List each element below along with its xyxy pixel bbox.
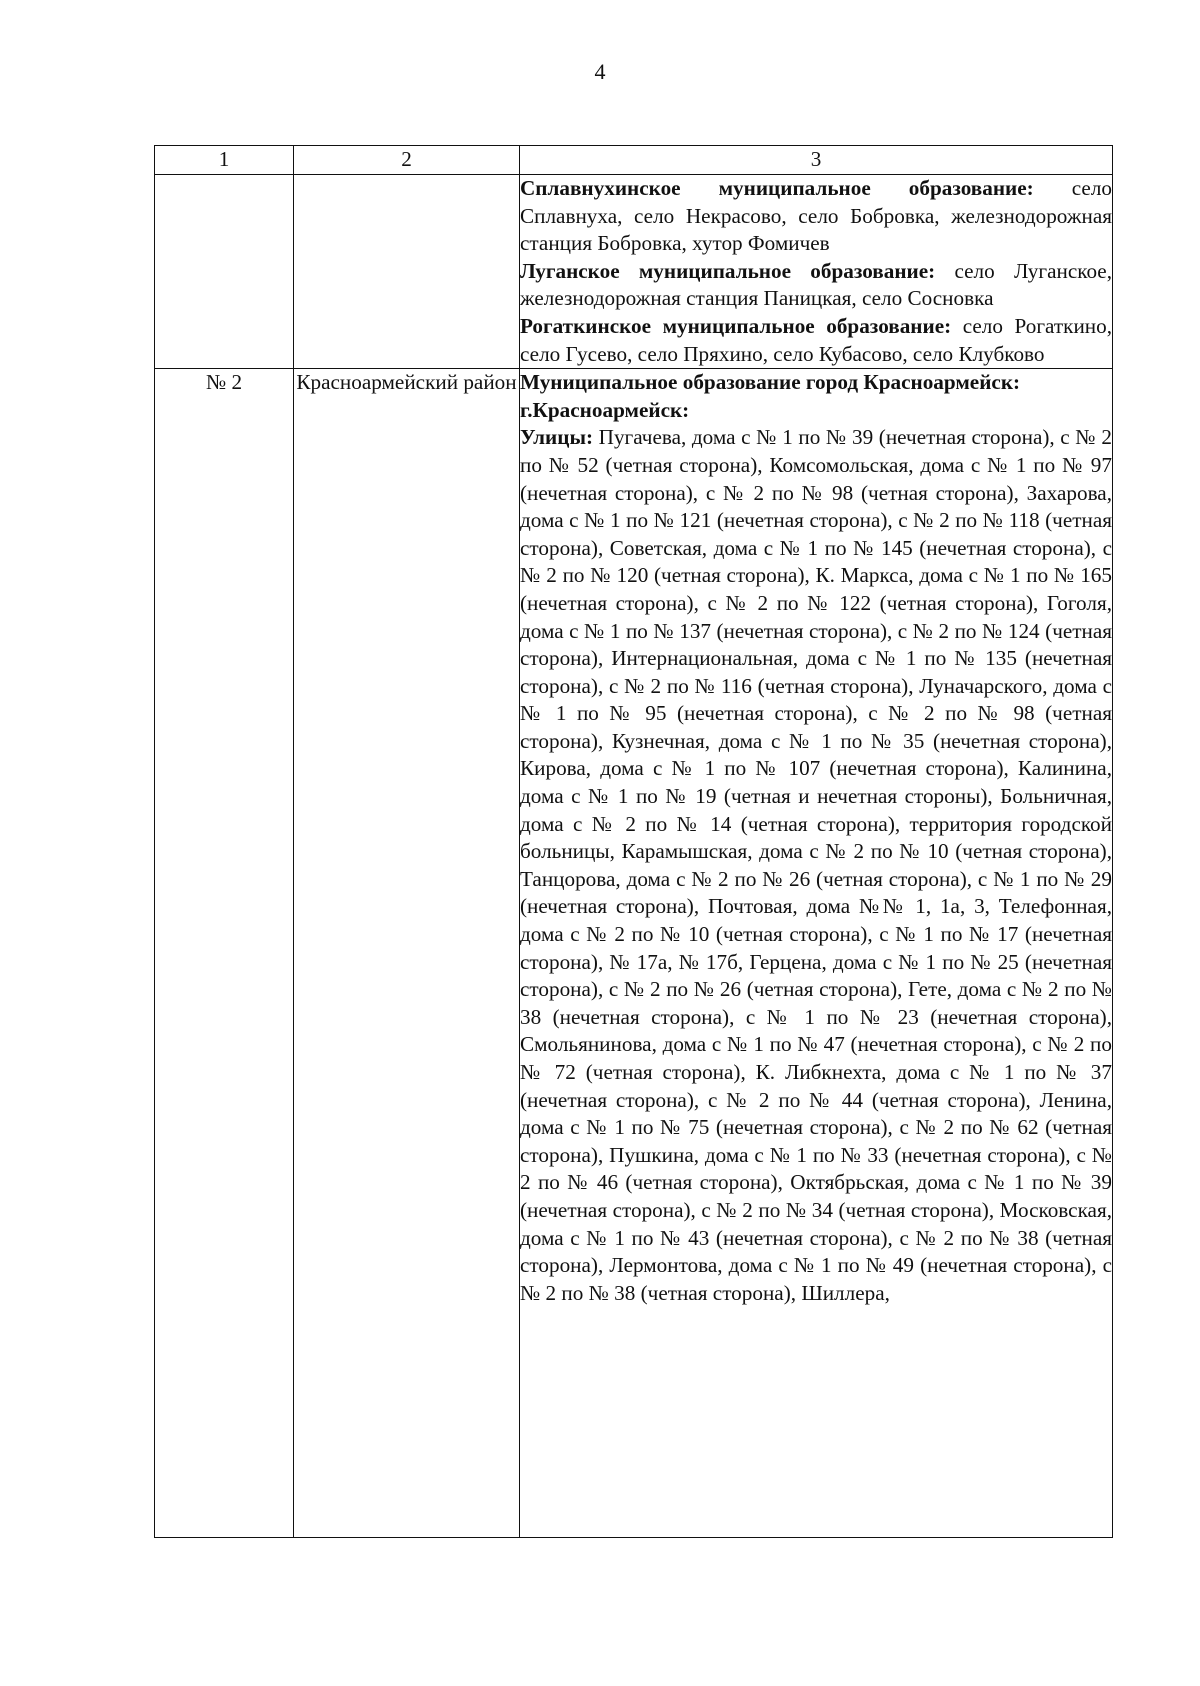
settlements-cell — [520, 369, 1113, 1538]
town-name: г.Красноармейск: — [520, 397, 690, 422]
header-col-number: 1 — [155, 146, 294, 175]
municipality-block — [520, 313, 1112, 368]
table-row — [155, 369, 1113, 1538]
municipality-settlements: село Рогаткино, село Гусево, село Пряхино, село Кубасово, село Клубково — [520, 313, 1113, 366]
municipality-settlements: село Луганское, железнодорожная станция Паницкая, село Сосновка — [520, 258, 1112, 311]
municipality-name: Луганское муниципальное образование: — [520, 258, 936, 283]
municipality-name: Сплавнухинское муниципальное образование: — [520, 176, 1034, 200]
table-header — [155, 146, 1113, 175]
row-number-cell — [155, 175, 294, 369]
municipality-name: Рогаткинское муниципальное образование: — [520, 313, 952, 338]
municipality-block — [520, 175, 1112, 258]
streets-list — [520, 424, 1112, 1307]
streets-label: Улицы: — [520, 425, 594, 450]
header-row — [155, 146, 1113, 175]
streets-text: Пугачева, дома с № 1 по № 39 (нечетная сторона), с № 2 по № 52 (четная сторона), Комсомольская, дома с № 1 по № 97 (нечетная сторона), с № 2 по № 98 (четная сторона), Захарова, дома с № 1 по № 121 (нечетная сторона), с № 2 по № 118 (четная сторона), Советская, дома с № 1 по № 145 (нечетная сторона), с № 2 по № 120 (четная сторона), К. Маркса, дома с № 1 по № 165 (нечетная сторона), с № 2 по № 122 (четная сторона), Гоголя, дома с № 1 по № 137 (нечетная сторона), с № 2 по № 124 (четная сторона), Интернациональная, дома с № 1 по № 135 (нечетная сторона), с № 2 по № 116 (четная сторона), Луначарского, дома с № 1 по № 95 (нечетная сторона), с № 2 по № 98 (четная сторона), Кузнечная, дома с № 1 по № 35 (нечетная сторона), Кирова, дома с № 1 по № 107 (нечетная сторона), Калинина, дома с № 1 по № 19 (четная и нечетная стороны), Больничная, дома с № 2 по № 14 (четная сторона), территория городской больницы, Карамышская, дома с № 2 по № 10 (четная сторона), Танцорова, дома с № 2 по № 26 (четная сторона), с № 1 по № 29 (нечетная сторона), Почтовая, дома №№ 1, 1а, 3, Телефонная, дома с № 2 по № 10 (четная сторона), с № 1 по № 17 (нечетная сторона), № 17а, № 17б, Герцена, дома с № 1 по № 25 (нечетная сторона), с № 2 по № 26 (четная сторона), Гете, дома с № 2 по № 38 (нечетная сторона), с № 1 по № 23 (нечетная сторона), Смольянинова, дома с № 1 по № 47 (нечетная сторона), с № 2 по № 72 (четная сторона), К. Либкнехта, дома с № 1 по № 37 (нечетная сторона), с № 2 по № 44 (четная сторона), Ленина, дома с № 1 по № 75 (нечетная сторона), с № 2 по № 62 (четная сторона), Пушкина, дома с № 1 по № 33 (нечетная сторона), с № 2 по № 46 (четная сторона), Октябрьская, дома с № 1 по № 39 (нечетная сторона), с № 2 по № 34 (четная сторона), Московская, дома с № 1 по № 43 (нечетная сторона), с № 2 по № 38 (четная сторона), Лермонтова, дома с № 1 по № 49 (нечетная сторона), с № 2 по № 38 (четная сторона), Шиллера, — [520, 425, 1112, 1305]
districts-table — [154, 145, 1113, 1538]
district-cell: Красноармейский район — [294, 369, 520, 1538]
header-col-settlements: 3 — [520, 146, 1113, 175]
table-row — [155, 175, 1113, 369]
page-number: 4 — [594, 59, 606, 84]
municipality-block — [520, 258, 1112, 313]
district-cell — [294, 175, 520, 369]
municipality-name: Муниципальное образование город Красноармейск: — [520, 370, 1021, 395]
settlements-cell — [520, 175, 1113, 369]
header-col-district: 2 — [294, 146, 520, 175]
row-number-cell: № 2 — [155, 369, 294, 1538]
municipality-settlements: село Сплавнуха, село Некрасово, село Бобровка, железнодорожная станция Бобровка, хутор Фомичев — [520, 176, 1112, 256]
